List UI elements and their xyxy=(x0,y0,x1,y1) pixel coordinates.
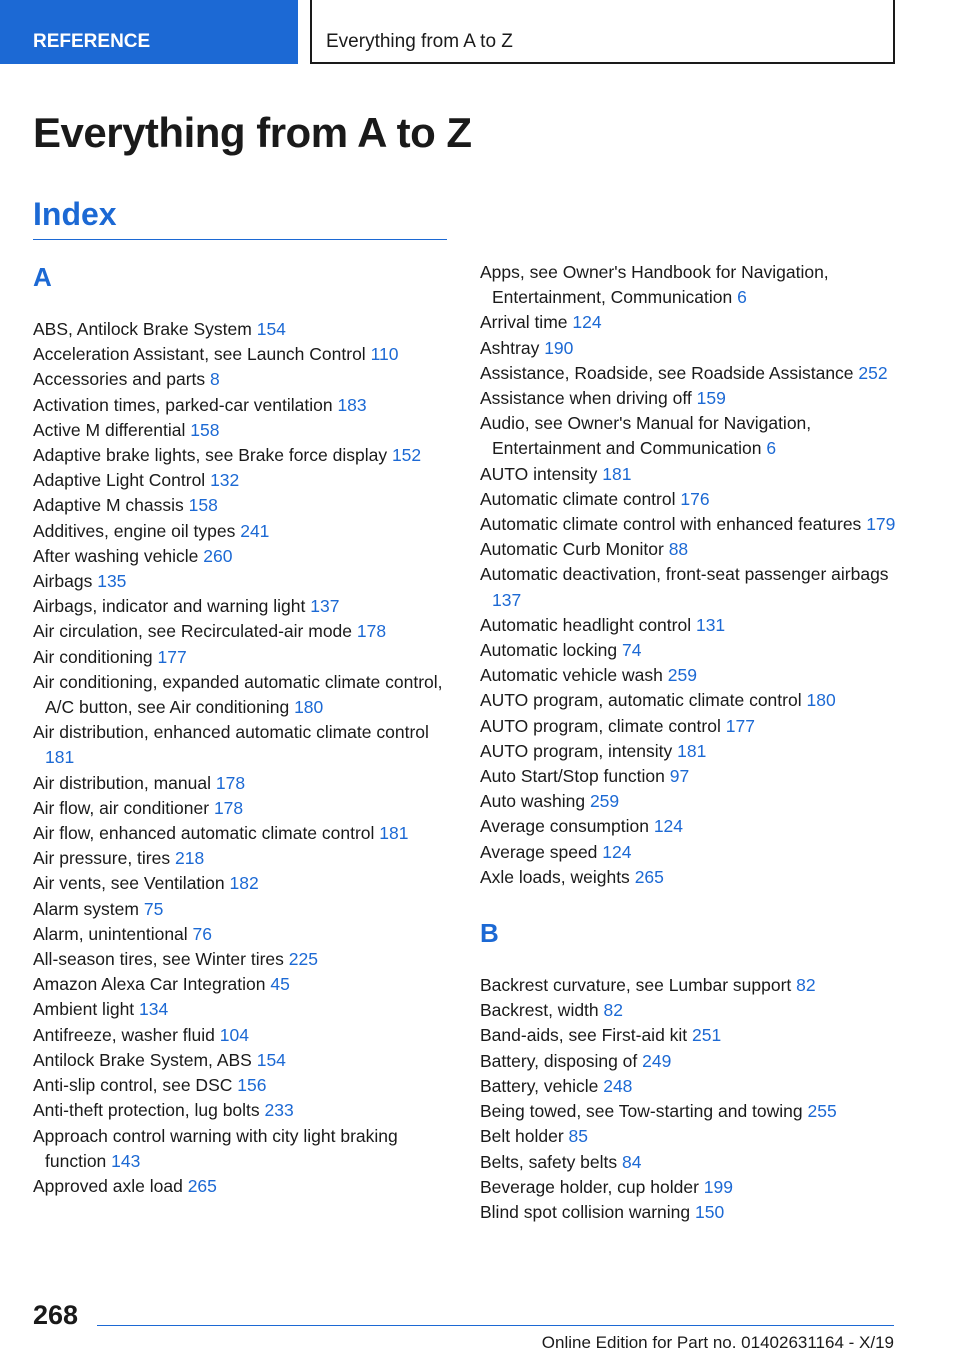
index-entry xyxy=(480,462,905,487)
page-reference-link[interactable]: 135 xyxy=(97,571,127,592)
index-entry xyxy=(33,418,453,443)
index-entry-text: Amazon Alexa Car Integration xyxy=(33,974,266,995)
index-entry xyxy=(33,670,453,720)
index-entry xyxy=(33,871,453,896)
index-list-a-left xyxy=(33,317,453,1199)
section-tab: REFERENCE xyxy=(0,0,298,64)
index-entry-text: Band-aids, see First-aid kit xyxy=(480,1025,688,1046)
page-reference-link[interactable]: 150 xyxy=(695,1201,725,1222)
index-entry xyxy=(480,1049,905,1074)
index-entry-text: Air distribution, enhanced automatic climate control xyxy=(33,722,429,743)
index-entry xyxy=(480,1023,905,1048)
index-entry-text: Air circulation, see Recirculated-air mode xyxy=(33,621,353,642)
page-reference-link[interactable]: 183 xyxy=(337,394,367,415)
index-entry xyxy=(33,645,453,670)
index-entry xyxy=(480,764,905,789)
edition-note: Online Edition for Part no. 01402631164 - X/19 xyxy=(541,1333,894,1352)
index-entry-text: AUTO program, intensity xyxy=(480,740,673,761)
index-entry-text: Auto Start/Stop function xyxy=(480,766,665,787)
running-header: Everything from A to Z xyxy=(310,0,895,64)
page-reference-link[interactable]: 159 xyxy=(696,388,726,409)
index-entry xyxy=(480,973,905,998)
index-entry xyxy=(33,1048,453,1073)
index-entry-text: All-season tires, see Winter tires xyxy=(33,949,284,970)
index-entry xyxy=(480,739,905,764)
index-entry xyxy=(480,613,905,638)
subtitle-divider xyxy=(33,239,447,240)
page-reference-link[interactable]: 265 xyxy=(187,1175,217,1196)
index-entry xyxy=(480,1200,905,1225)
index-entry-text: Assistance when driving off xyxy=(480,388,692,409)
index-entry-text: Airbags, indicator and warning light xyxy=(33,596,306,617)
page-reference-link[interactable]: 137 xyxy=(492,589,522,610)
index-entry-text: Average consumption xyxy=(480,816,649,837)
page-reference-link[interactable]: 177 xyxy=(157,646,187,667)
page-reference-link[interactable]: 248 xyxy=(603,1075,633,1096)
page-reference-link[interactable]: 181 xyxy=(677,740,707,761)
page-reference-link[interactable]: 134 xyxy=(139,999,169,1020)
index-entry xyxy=(480,336,905,361)
page-reference-link[interactable]: 84 xyxy=(622,1151,642,1172)
index-list-a-right xyxy=(480,260,905,890)
index-entry-text: Belt holder xyxy=(480,1126,564,1147)
index-entry-text: Air flow, air conditioner xyxy=(33,797,210,818)
index-entry-text: Beverage holder, cup holder xyxy=(480,1176,699,1197)
index-letter-b: B xyxy=(480,918,499,949)
index-entry xyxy=(33,947,453,972)
index-entry-text: Active M differential xyxy=(33,419,186,440)
index-entry xyxy=(33,468,453,493)
page-reference-link[interactable]: 158 xyxy=(190,419,220,440)
page-reference-link[interactable]: 104 xyxy=(219,1024,249,1045)
index-entry xyxy=(480,840,905,865)
index-entry-text: Anti-theft protection, lug bolts xyxy=(33,1100,260,1121)
index-entry-text: Additives, engine oil types xyxy=(33,520,236,541)
index-entry xyxy=(480,1099,905,1124)
page-reference-link[interactable]: 190 xyxy=(544,337,574,358)
page-reference-link[interactable]: 259 xyxy=(667,665,697,686)
index-list-b xyxy=(480,973,905,1225)
index-entry-text: Belts, safety belts xyxy=(480,1151,618,1172)
index-entry-text: Arrival time xyxy=(480,312,568,333)
index-entry-text: Ambient light xyxy=(33,999,135,1020)
page-reference-link[interactable]: 124 xyxy=(653,816,684,837)
index-entry-text: Air conditioning xyxy=(33,646,153,667)
index-entry xyxy=(33,771,453,796)
index-entry xyxy=(480,714,905,739)
section-subtitle: Index xyxy=(33,196,117,232)
index-entry-text: Anti-slip control, see DSC xyxy=(33,1075,233,1096)
index-entry xyxy=(33,922,453,947)
index-entry xyxy=(33,544,453,569)
index-entry xyxy=(480,562,905,612)
index-entry-text: Automatic climate control with enhanced features xyxy=(480,514,862,535)
page-reference-link[interactable]: 82 xyxy=(796,975,816,996)
page-reference-link[interactable]: 180 xyxy=(806,690,836,711)
index-entry xyxy=(33,367,453,392)
page-reference-link[interactable]: 218 xyxy=(175,848,205,869)
index-entry xyxy=(33,821,453,846)
index-entry-text: Air vents, see Ventilation xyxy=(33,873,225,894)
page-number: 268 xyxy=(33,1300,79,1330)
page-reference-link[interactable]: 124 xyxy=(602,841,632,862)
index-entry xyxy=(480,1175,905,1200)
page-reference-link[interactable]: 241 xyxy=(240,520,270,541)
index-entry-text: Automatic Curb Monitor xyxy=(480,539,664,560)
index-entry xyxy=(480,1124,905,1149)
footer-divider xyxy=(97,1325,894,1326)
index-entry xyxy=(480,487,905,512)
index-entry-text: Automatic climate control xyxy=(480,488,676,509)
index-entry xyxy=(33,1023,453,1048)
page-reference-link[interactable]: 143 xyxy=(111,1150,141,1171)
index-entry xyxy=(33,1124,453,1174)
page-reference-link[interactable]: 265 xyxy=(634,866,664,887)
index-entry-text: Alarm system xyxy=(33,898,139,919)
index-entry-text: Axle loads, weights xyxy=(480,866,630,887)
index-entry xyxy=(33,1073,453,1098)
index-entry-text: After washing vehicle xyxy=(33,545,199,566)
index-entry-text: Antilock Brake System, ABS xyxy=(33,1049,252,1070)
page-reference-link[interactable]: 158 xyxy=(188,495,218,516)
index-entry xyxy=(33,393,453,418)
index-entry-text: Assistance, Roadside, see Roadside Assistance xyxy=(480,362,854,383)
page-reference-link[interactable]: 131 xyxy=(695,614,726,635)
page-reference-link[interactable]: 85 xyxy=(568,1126,589,1147)
index-entry-text: ABS, Antilock Brake System xyxy=(33,319,252,339)
index-entry xyxy=(480,361,905,386)
index-entry-text: Air flow, enhanced automatic climate control xyxy=(33,823,375,844)
index-entry xyxy=(480,998,905,1023)
index-entry xyxy=(480,310,905,335)
index-entry-text: Automatic vehicle wash xyxy=(480,665,663,686)
page-reference-link[interactable]: 178 xyxy=(215,772,246,793)
index-entry-text: Auto washing xyxy=(480,791,586,812)
index-column-left xyxy=(33,260,453,1199)
index-entry xyxy=(480,638,905,663)
index-entry xyxy=(33,997,453,1022)
index-entry-text: AUTO program, automatic climate control xyxy=(480,690,802,711)
page-reference-link[interactable]: 76 xyxy=(192,923,213,944)
index-column-right xyxy=(480,260,905,1225)
page-reference-link[interactable]: 260 xyxy=(203,545,233,566)
index-entry-text: AUTO intensity xyxy=(480,463,598,484)
index-entry-text: Apps, see Owner's Handbook for Navigation, Entertainment, Communication xyxy=(480,262,829,308)
index-entry-text: Automatic headlight control xyxy=(480,614,692,635)
index-entry-text: Battery, disposing of xyxy=(480,1050,638,1071)
page-reference-link[interactable]: 137 xyxy=(310,596,340,617)
page-reference-link[interactable]: 152 xyxy=(391,445,422,466)
page-reference-link[interactable]: 181 xyxy=(45,747,75,768)
index-entry xyxy=(33,720,453,770)
index-entry xyxy=(480,688,905,713)
index-entry-text: Audio, see Owner's Manual for Navigation, Entertainment and Communication xyxy=(480,413,812,459)
index-entry xyxy=(33,317,453,342)
index-entry xyxy=(33,1098,453,1123)
page-reference-link[interactable]: 88 xyxy=(668,539,689,560)
index-entry-text: Approach control warning with city light braking function xyxy=(33,1125,398,1171)
index-entry xyxy=(33,796,453,821)
page-reference-link[interactable]: 181 xyxy=(379,823,409,844)
index-entry xyxy=(33,1174,453,1199)
page-reference-link[interactable]: 74 xyxy=(622,640,642,661)
page-title: Everything from A to Z xyxy=(33,109,472,156)
page-reference-link[interactable]: 132 xyxy=(210,470,240,491)
index-entry xyxy=(33,972,453,997)
index-entry xyxy=(480,386,905,411)
index-entry xyxy=(33,897,453,922)
index-entry-text: Adaptive M chassis xyxy=(33,495,184,516)
index-entry xyxy=(480,789,905,814)
index-entry-text: Airbags xyxy=(33,571,93,592)
page-reference-link[interactable]: 6 xyxy=(766,438,777,459)
page-reference-link[interactable]: 156 xyxy=(237,1075,267,1096)
page-reference-link[interactable]: 6 xyxy=(737,287,747,308)
page-reference-link[interactable]: 176 xyxy=(680,488,710,509)
page-reference-link[interactable]: 225 xyxy=(288,949,318,970)
index-entry xyxy=(480,260,905,310)
index-entry-text: Air conditioning, expanded automatic climate control, A/C button, see Air conditioning xyxy=(33,671,443,718)
page-reference-link[interactable]: 180 xyxy=(294,697,324,718)
index-entry xyxy=(480,1074,905,1099)
page-reference-link[interactable]: 255 xyxy=(807,1101,837,1122)
index-entry-text: Average speed xyxy=(480,841,598,862)
page-reference-link[interactable]: 177 xyxy=(725,715,755,736)
page-reference-link[interactable]: 82 xyxy=(603,1000,623,1021)
index-entry xyxy=(33,569,453,594)
index-entry-text: Activation times, parked-car ventilation xyxy=(33,394,333,415)
page-reference-link[interactable]: 154 xyxy=(256,1049,286,1070)
index-entry xyxy=(33,519,453,544)
index-entry-text: Ashtray xyxy=(480,337,540,358)
index-entry-text: Adaptive Light Control xyxy=(33,470,206,491)
index-entry-text: Being towed, see Tow-starting and towing xyxy=(480,1101,803,1122)
page-reference-link[interactable]: 178 xyxy=(356,621,387,642)
index-entry xyxy=(33,619,453,644)
index-entry xyxy=(33,342,453,367)
index-entry-text: Approved axle load xyxy=(33,1175,183,1196)
page-reference-link[interactable]: 259 xyxy=(589,791,620,812)
index-entry xyxy=(33,493,453,518)
index-entry xyxy=(480,512,905,537)
index-entry-text: Blind spot collision warning xyxy=(480,1201,691,1222)
index-entry-text: Backrest, width xyxy=(480,1000,599,1021)
page-reference-link[interactable]: 178 xyxy=(213,797,244,818)
page-reference-link[interactable]: 97 xyxy=(669,766,690,787)
page-reference-link[interactable]: 179 xyxy=(866,514,896,535)
index-entry xyxy=(480,411,905,461)
index-entry-text: Battery, vehicle xyxy=(480,1075,599,1096)
index-entry-text: AUTO program, climate control xyxy=(480,715,721,736)
index-entry xyxy=(480,537,905,562)
index-letter-a: A xyxy=(33,262,52,292)
index-entry-text: Automatic deactivation, front-seat passenger airbags xyxy=(480,564,889,585)
index-entry-text: Antifreeze, washer fluid xyxy=(33,1024,215,1045)
page-reference-link[interactable]: 251 xyxy=(692,1025,722,1046)
index-entry xyxy=(33,594,453,619)
index-entry xyxy=(480,663,905,688)
page-reference-link[interactable]: 182 xyxy=(229,873,259,894)
page-reference-link[interactable]: 154 xyxy=(256,319,286,339)
index-entry-text: Air distribution, manual xyxy=(33,772,211,793)
index-entry-text: Accessories and parts xyxy=(33,369,206,390)
index-entry-text: Acceleration Assistant, see Launch Control xyxy=(33,344,366,365)
page-reference-link[interactable]: 233 xyxy=(264,1100,294,1121)
page-reference-link[interactable]: 249 xyxy=(642,1050,672,1071)
index-entry-text: Automatic locking xyxy=(480,640,618,661)
index-entry xyxy=(33,846,453,871)
page-reference-link[interactable]: 199 xyxy=(703,1176,733,1197)
index-entry-text: Alarm, unintentional xyxy=(33,923,188,944)
index-entry-text: Backrest curvature, see Lumbar support xyxy=(480,975,792,996)
index-entry-text: Air pressure, tires xyxy=(33,848,171,869)
index-entry-text: Adaptive brake lights, see Brake force display xyxy=(33,445,388,466)
index-entry xyxy=(480,1150,905,1175)
page-reference-link[interactable]: 110 xyxy=(370,344,399,365)
page-reference-link[interactable]: 75 xyxy=(143,898,164,919)
page-reference-link[interactable]: 8 xyxy=(210,369,220,390)
index-entry xyxy=(480,865,905,890)
index-entry xyxy=(480,814,905,839)
page-reference-link[interactable]: 45 xyxy=(270,974,290,995)
index-entry xyxy=(33,443,453,468)
page-reference-link[interactable]: 124 xyxy=(572,312,602,333)
page-reference-link[interactable]: 181 xyxy=(602,463,632,484)
page-reference-link[interactable]: 252 xyxy=(858,362,888,383)
